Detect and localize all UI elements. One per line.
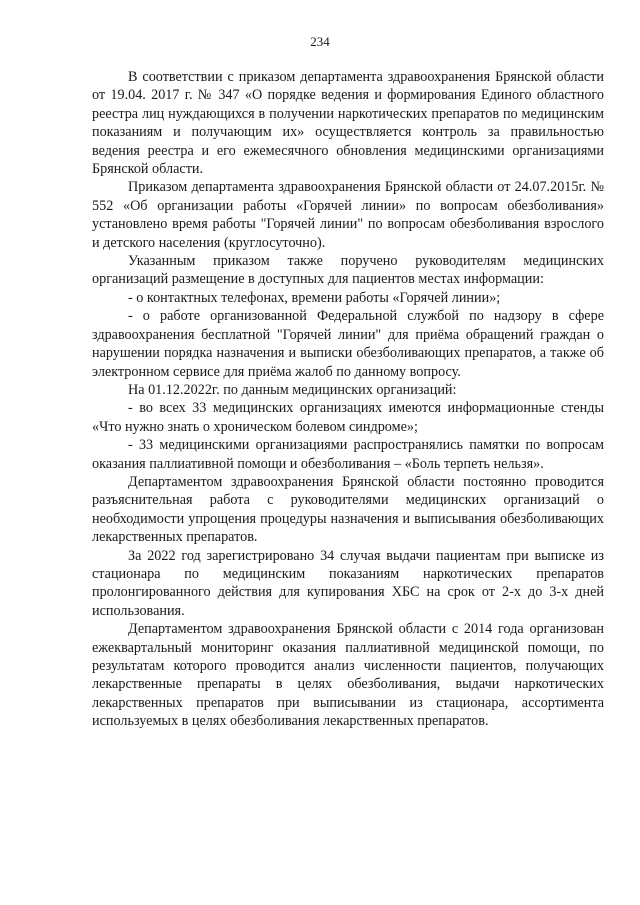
document-body xyxy=(92,68,604,731)
list-item-info-stands: - во всех 33 медицинских организациях имеются информационные стенды «Что нужно знать о хроническом болевом синдроме»; xyxy=(92,400,604,435)
page-number: 234 xyxy=(310,34,330,49)
list-item-contact-phones: - о контактных телефонах, времени работы «Горячей линии»; xyxy=(128,289,501,306)
paragraph-status-date: На 01.12.2022г. по данным медицинских организаций: xyxy=(128,381,457,398)
paragraph-registry-order: В соответствии с приказом департамента здравоохранения Брянской области от 19.04. 2017 г. № 347 «О порядке ведения и формирования Единого областного реестра лиц нуждающихся в получении наркотических препаратов по медицинским показаниям и получающим их» осуществляется контроль за правильностью ведения реестра и его ежемесячного обновления медицинскими организациями Брянской области. xyxy=(92,69,604,178)
list-item-leaflets: - 33 медицинскими организациями распространялись памятки по вопросам оказания паллиативной помощи и обезболивания – «Боль терпеть нельзя». xyxy=(92,437,604,472)
paragraph-quarterly-monitoring: Департаментом здравоохранения Брянской области с 2014 года организован ежеквартальный мониторинг оказания паллиативной медицинской помощи, по результатам которого проводится анализ численности пациентов, получающих лекарственные препараты в целях обезболивания, выдачи наркотических лекарственных препаратов при выписывании из стационара, ассортимента используемых в целях обезболивания лекарственных препаратов. xyxy=(92,621,604,730)
paragraph-information-placement: Указанным приказом также поручено руководителям медицинских организаций размещение в доступных для пациентов местах информации: xyxy=(92,253,604,288)
paragraph-discharge-cases: За 2022 год зарегистрировано 34 случая выдачи пациентам при выписке из стационара по медицинским показаниям наркотических препаратов пролонгированного действия для купирования ХБС на срок от 2-х до 3-х дней использования. xyxy=(92,547,604,619)
list-item-federal-hotline: - о работе организованной Федеральной службой по надзору в сфере здравоохранения бесплатной "Горячей линии" для приёма обращений граждан о нарушении порядка назначения и выписки обезболивающих препаратов, а также об электронном сервисе для приёма жалоб по данному вопросу. xyxy=(92,308,604,380)
paragraph-explanatory-work: Департаментом здравоохранения Брянской области постоянно проводится разъяснительная работа с руководителями медицинских организаций о необходимости упрощения процедуры назначения и выписывания обезболивающих лекарственных препаратов. xyxy=(92,473,604,546)
paragraph-hotline-order: Приказом департамента здравоохранения Брянской области от 24.07.2015г. № 552 «Об организации работы «Горячей линии» по вопросам обезболивания» установлено время работы "Горячей линии" по вопросам обезболивания взрослого и детского населения (круглосуточно). xyxy=(92,179,604,251)
